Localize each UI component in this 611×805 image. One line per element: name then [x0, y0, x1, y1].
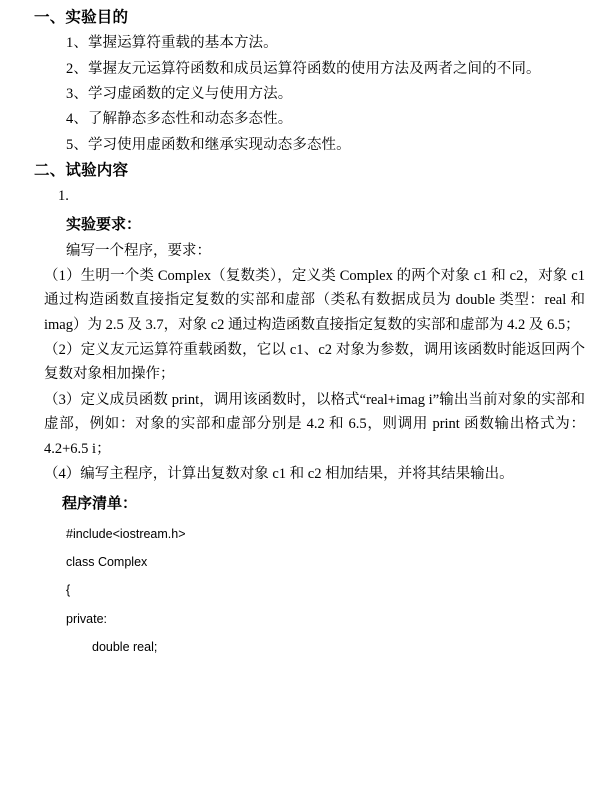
code-line: double real; — [92, 639, 158, 654]
code-line: private: — [66, 611, 107, 626]
requirement-paragraph: （3）定义成员函数 print，调用该函数时，以格式“real+imag i”输出当前对象的实部和虚部，例如：对象的实部和虚部分别是 4.2 和 6.5，则调用 print 函数输出格式为：4.2+6.5 i； — [44, 391, 585, 457]
code-line: #include<iostream.h> — [66, 527, 186, 542]
list-item: 2、掌握友元运算符函数和成员运算符函数的使用方法及两者之间的不同。 — [66, 60, 541, 77]
section-heading-content: 二、试验内容 — [34, 162, 129, 180]
requirement-paragraph: （2）定义友元运算符重载函数，它以 c1、c2 对象为参数，调用该函数时能返回两个复数对象相加操作； — [44, 342, 585, 383]
requirement-paragraph: （4）编写主程序，计算出复数对象 c1 和 c2 相加结果，并将其结果输出。 — [44, 465, 514, 482]
item-number: 1. — [58, 188, 69, 205]
list-item: 5、学习使用虚函数和继承实现动态多态性。 — [66, 136, 351, 153]
code-listing-title: 程序清单： — [62, 496, 138, 513]
list-item: 1、掌握运算符重载的基本方法。 — [66, 35, 278, 52]
requirement-lead: 编写一个程序，要求： — [66, 242, 211, 259]
requirement-title: 实验要求： — [66, 216, 142, 233]
code-line: { — [66, 583, 71, 598]
section-heading-purpose: 一、实验目的 — [34, 9, 129, 26]
list-item: 3、学习虚函数的定义与使用方法。 — [66, 85, 293, 102]
list-item: 4、了解静态多态性和动态多态性。 — [66, 111, 293, 128]
requirement-paragraph: （1）生明一个类 Complex（复数类），定义类 Complex 的两个对象 c1 和 c2，对象 c1 通过构造函数直接指定复数的实部和虚部（类私有数据成员为 double 类型：real 和 imag）为 2.5 及 3.7，对象 c2 通过构造函数直接指定复数的实部和虚部为 4.2 及 6.5； — [44, 268, 585, 333]
code-line: class Complex — [66, 555, 148, 570]
